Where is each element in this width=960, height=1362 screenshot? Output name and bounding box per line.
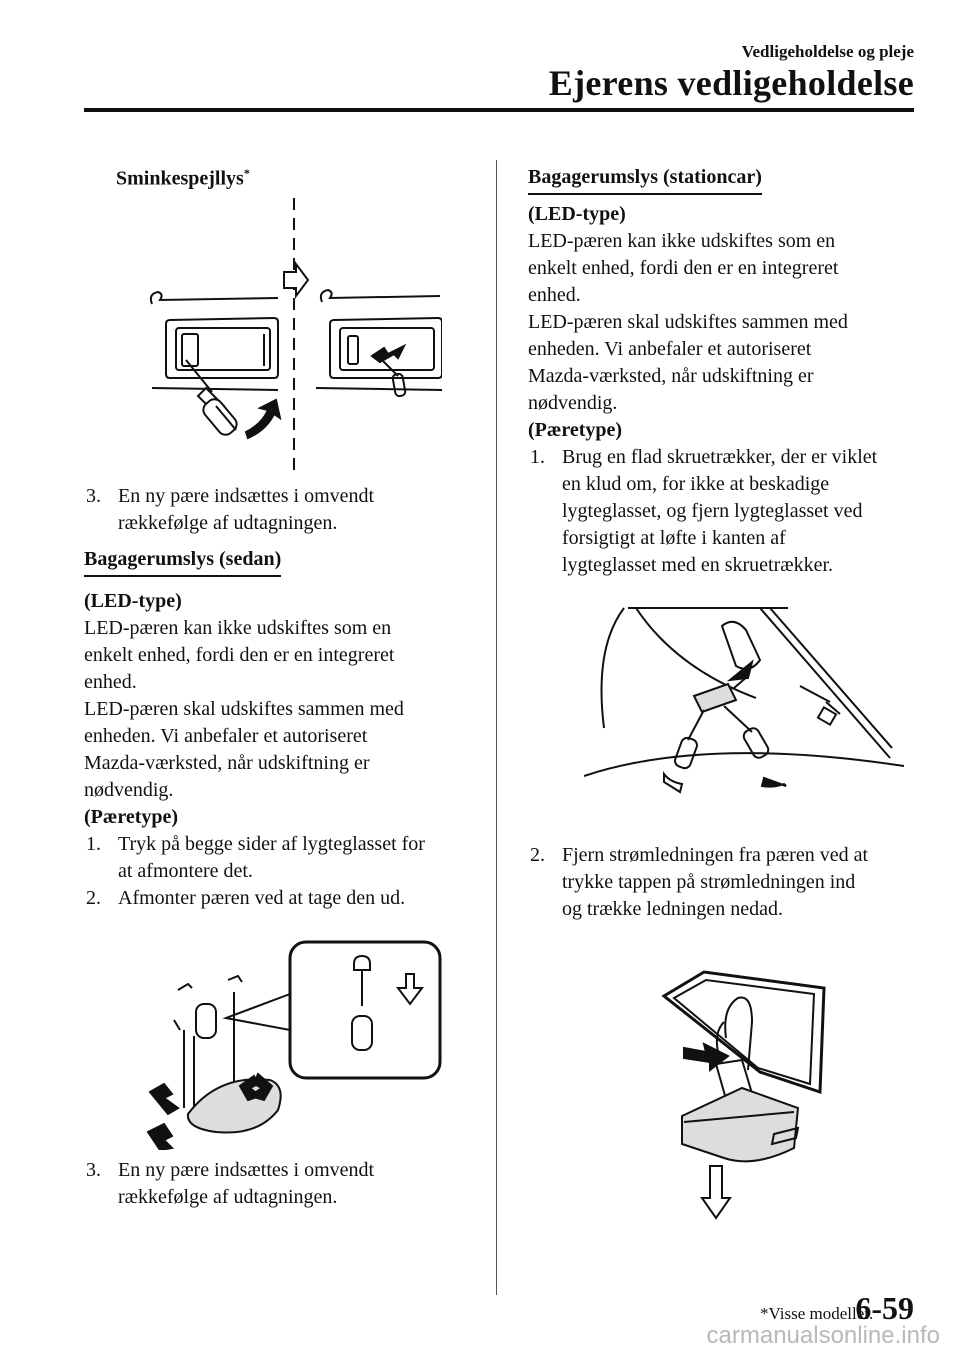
footnote-mark: * [243,166,250,180]
body-line: LED-pæren kan ikke udskiftes som en [528,230,836,252]
step-text: Fjern strømledningen fra pæren ved at [562,844,869,866]
step-text: en klud om, for ikke at beskadige [562,473,830,495]
step-text: lygteglasset med en skruetrækker. [562,554,834,576]
column-divider [496,160,497,1295]
body-line: enkelt enhed, fordi den er en integreret [528,257,839,279]
step-text: at afmontere det. [118,860,253,882]
body-line: enheden. Vi anbefaler et autoriseret [84,725,368,747]
body-line: Mazda-værksted, når udskiftning er [528,365,814,387]
body-line: nødvendig. [528,392,618,414]
step-number: 3. [86,1159,101,1181]
body-line: LED-pæren kan ikke udskiftes som en [84,617,392,639]
step-text: En ny pære indsættes i omvendt [118,1159,375,1181]
section-heading-sedan: Bagagerumslys (sedan) [84,546,281,577]
subheading-bulb-type: (Pæretype) [84,806,179,828]
step-text: rækkefølge af udtagningen. [118,512,338,534]
figure-caption-vanity-mirror [116,166,250,191]
step-text: Brug en flad skruetrækker, der er viklet [562,446,878,468]
footnote: *Visse modeller. [760,1304,874,1323]
subheading-led-type: (LED-type) [84,590,182,612]
body-line: Mazda-værksted, når udskiftning er [84,752,370,774]
header-rule [84,108,914,112]
subheading-bulb-type: (Pæretype) [528,419,623,441]
body-line: LED-pæren skal udskiftes sammen med [84,698,404,720]
page-number: 6-59 [855,1290,914,1326]
step-text: trykke tappen på strømledningen ind [562,871,856,893]
body-line: enhed. [528,284,581,306]
body-line: nødvendig. [84,779,174,801]
stationcar-lens-removal-illustration [584,604,904,804]
step-number: 1. [530,446,545,468]
step-number: 1. [86,833,101,855]
step-text: rækkefølge af udtagningen. [118,1186,338,1208]
step-text: Afmonter pæren ved at tage den ud. [118,887,406,909]
caption-text: Sminkespejllys [116,167,244,190]
watermark: carmanualsonline.info [706,1322,940,1349]
body-line: enhed. [84,671,137,693]
page-title: Ejerens vedligeholdelse [548,63,914,103]
body-line: enheden. Vi anbefaler et autoriseret [528,338,812,360]
step-text: lygteglasset, og fjern lygteglasset ved [562,500,863,522]
section-label: Vedligeholdelse og pleje [741,42,914,61]
step-text: Tryk på begge sider af lygteglasset for [118,833,425,855]
body-line: enkelt enhed, fordi den er en integreret [84,644,395,666]
step-number: 2. [86,887,101,909]
subheading-led-type: (LED-type) [528,203,626,225]
step-text: En ny pære indsættes i omvendt [118,485,375,507]
step-number: 3. [86,485,101,507]
step-text: og trække ledningen nedad. [562,898,784,920]
body-line: LED-pæren skal udskiftes sammen med [528,311,848,333]
sedan-trunk-light-illustration [144,936,444,1150]
step-number: 2. [530,844,545,866]
vanity-mirror-illustration [142,192,442,472]
stationcar-power-cord-illustration [654,968,854,1224]
step-text: forsigtigt at løfte i kanten af [562,527,786,549]
section-heading-stationcar: Bagagerumslys (stationcar) [528,164,762,195]
